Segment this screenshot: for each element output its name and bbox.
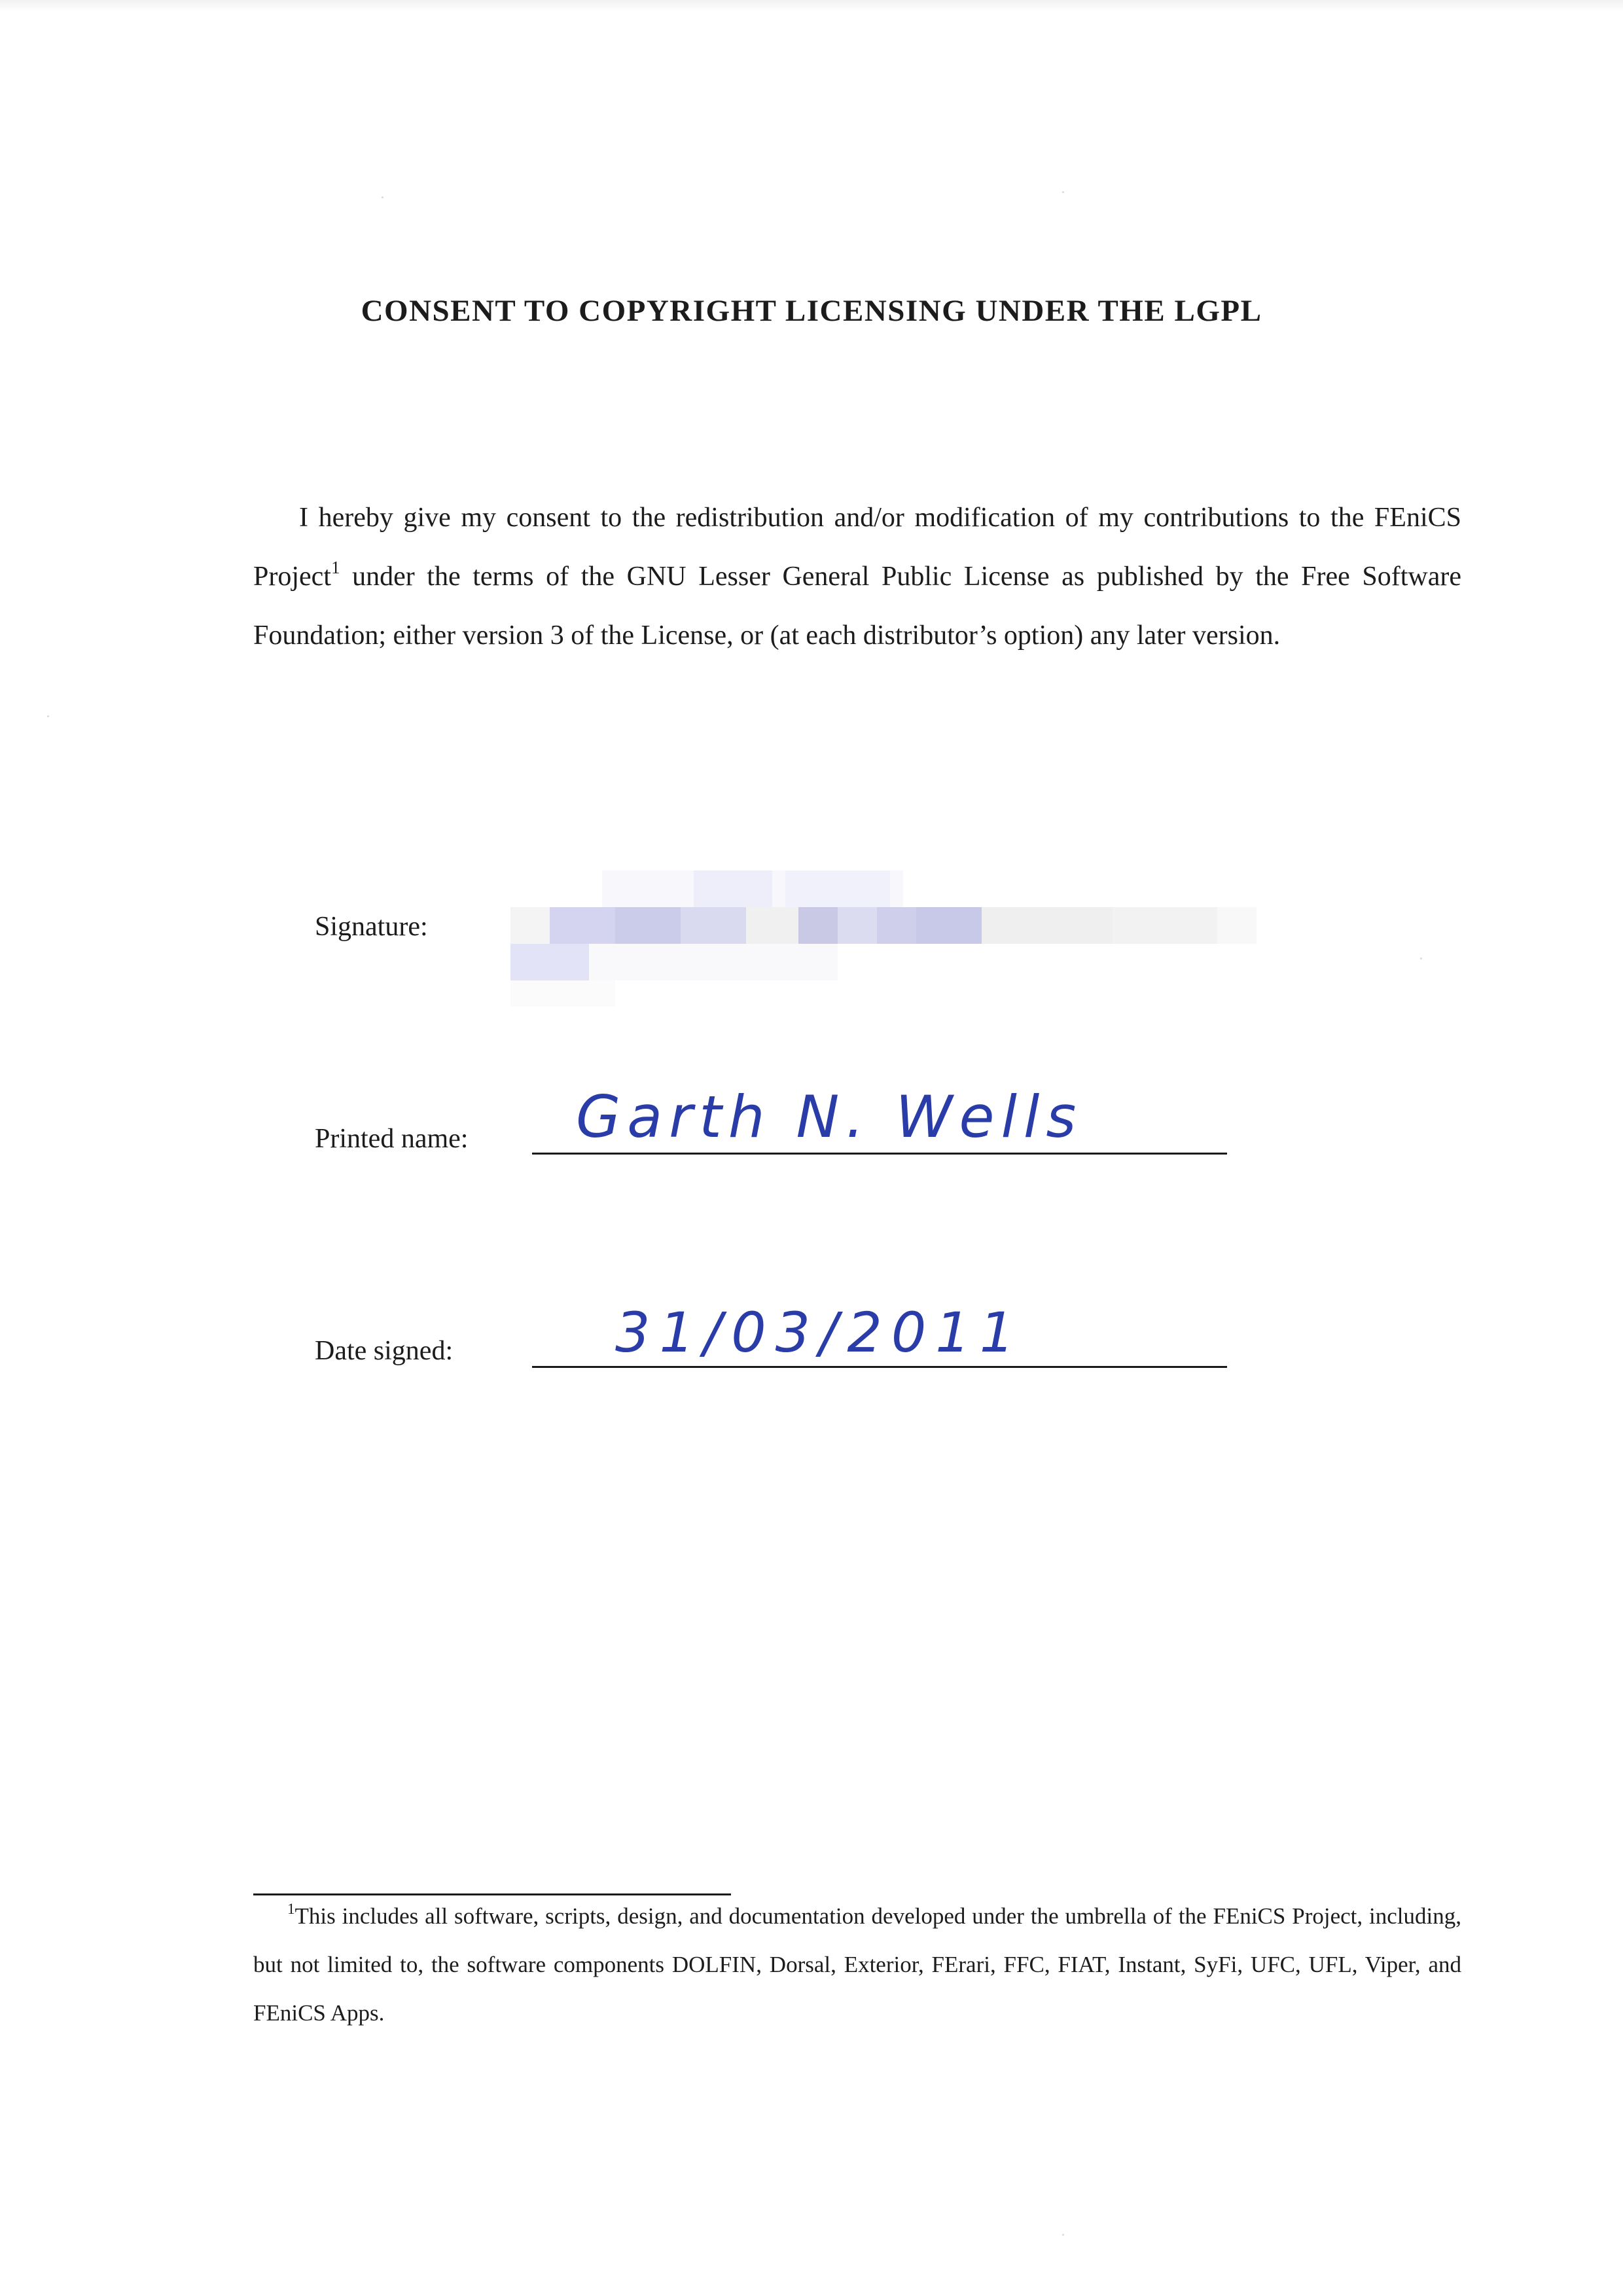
redacted-signature xyxy=(497,861,1296,1031)
scan-speck xyxy=(1062,2234,1064,2236)
scan-speck xyxy=(1062,191,1064,193)
footnote-reference: 1 xyxy=(330,558,340,577)
scan-edge-shadow xyxy=(0,0,1623,12)
consent-paragraph xyxy=(253,488,1461,665)
scan-speck xyxy=(47,715,49,717)
signature-label: Signature: xyxy=(315,912,428,942)
date-signed-line xyxy=(532,1366,1227,1368)
document-title: CONSENT TO COPYRIGHT LICENSING UNDER THE LGPL xyxy=(361,294,1262,328)
printed-name-handwriting: Garth N. Wells xyxy=(576,1083,1083,1151)
scan-speck xyxy=(382,196,383,198)
scan-speck xyxy=(1420,958,1422,960)
date-signed-handwriting: 31/03/2011 xyxy=(615,1300,1024,1365)
printed-name-label: Printed name: xyxy=(315,1124,469,1154)
footnote-marker: 1 xyxy=(287,1901,295,1918)
footnote-text: This includes all software, scripts, design, and documentation developed under the umbrella of the FEniCS Project, including, but not limited to, the software components DOLFIN, Dorsal, Exterior, FErari, FFC, FIAT, Instant, SyFi, UFC, UFL, Viper, and FEniCS Apps. xyxy=(253,1903,1461,2026)
date-signed-label: Date signed: xyxy=(315,1336,454,1366)
printed-name-line xyxy=(532,1153,1227,1155)
footnote xyxy=(253,1892,1461,2037)
consent-text-part-1: I hereby give my consent to the redistribution and/or modification of my contributions to the FEniCS Project xyxy=(253,503,1461,592)
consent-text-part-2: under the terms of the GNU Lesser General Public License as published by the Free Software Foundation; either version 3 of the License, or (at each distributor’s option) any later version. xyxy=(253,562,1461,651)
